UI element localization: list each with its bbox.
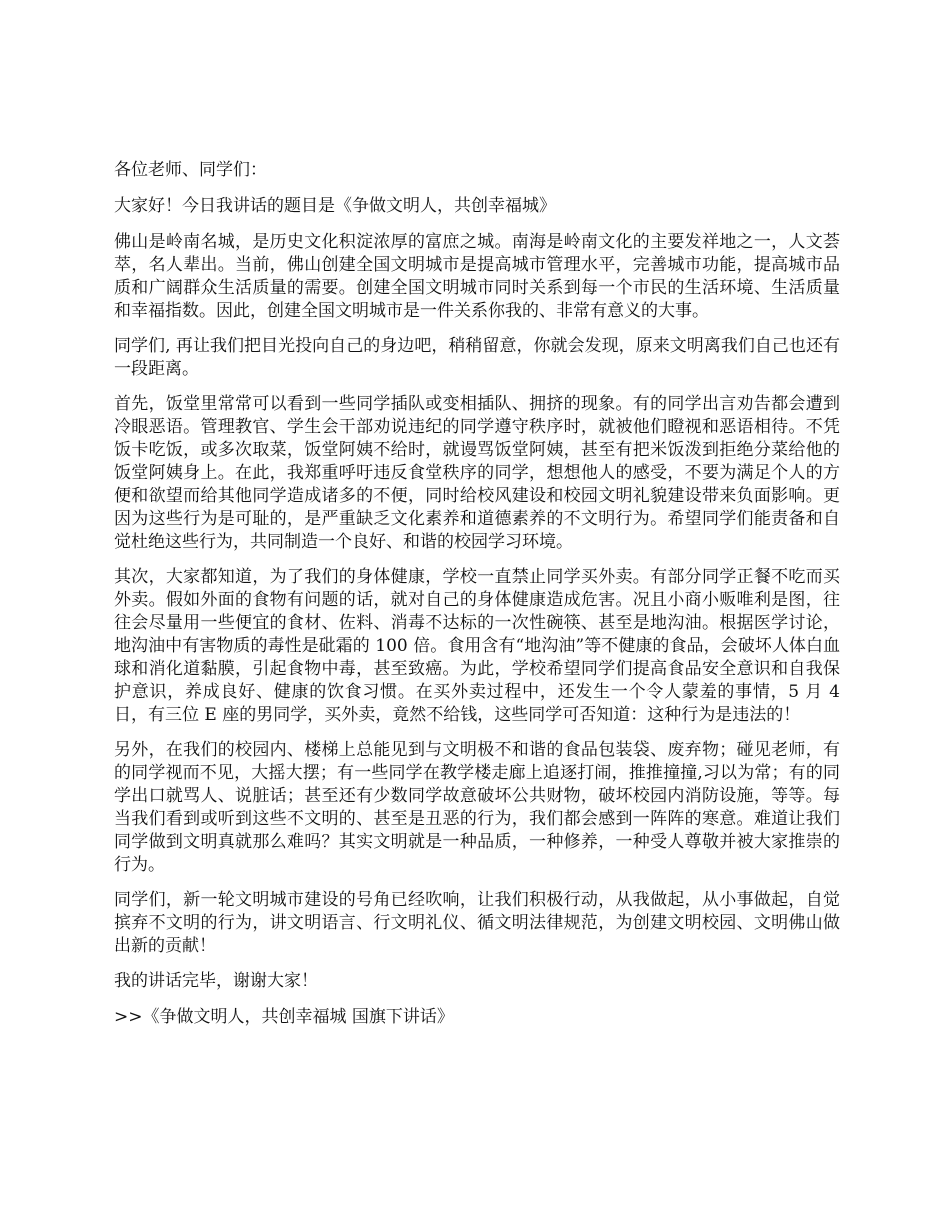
paragraph-look-around: 同学们, 再让我们把目光投向自己的身边吧，稍稍留意，你就会发现，原来文明离我们自己也还有一段距离。 — [114, 336, 840, 379]
related-link[interactable]: >>《争做文明人，共创幸福城 国旗下讲话》 — [114, 1007, 454, 1027]
document-page — [114, 159, 840, 1042]
paragraph-greeting: 大家好！今日我讲话的题目是《争做文明人，共创幸福城》 — [114, 196, 556, 216]
paragraph-takeout: 其次，大家都知道，为了我们的身体健康，学校一直禁止同学买外卖。有部分同学正餐不吃而买外卖。假如外面的食物有问题的话，就对自己的身体健康造成危害。况且小商小贩唯利是图，往往会尽量用一些便宜的食材、佐料、消毒不达标的一次性碗筷、甚至是地沟油。根据医学讨论，地沟油中有害物质的毒性是砒霜的 100 倍。食用含有“地沟油”等不健康的食品，会破坏人体白血球和消化道黏膜，引起食物中毒，甚至致癌。为此，学校希望同学们提高食品安全意识和自我保护意识，养成良好、健康的饮食习惯。在买外卖过程中，还发生一个令人蒙羞的事情，5 月 4 日，有三位 E 座的男同学，买外卖，竟然不给钱，这些同学可否知道：这种行为是违法的！ — [114, 567, 840, 725]
paragraph-canteen: 首先，饭堂里常常可以看到一些同学插队或变相插队、拥挤的现象。有的同学出言劝告都会遭到冷眼恶语。管理教官、学生会干部劝说违纪的同学遵守秩序时，就被他们瞪视和恶语相待。不凭饭卡吃饭，或多次取菜，饭堂阿姨不给时，就谩骂饭堂阿姨，甚至有把米饭泼到拒绝分菜给他的饭堂阿姨身上。在此，我郑重呼吁违反食堂秩序的同学，想想他人的感受，不要为满足个人的方便和欲望而给其他同学造成诸多的不便，同时给校风建设和校园文明礼貌建设带来负面影响。更因为这些行为是可耻的，是严重缺乏文化素养和道德素养的不文明行为。希望同学们能责备和自觉杜绝这些行为，共同制造一个良好、和谐的校园学习环境。 — [114, 394, 840, 552]
paragraph-closing: 我的讲话完毕，谢谢大家！ — [114, 971, 318, 991]
paragraph-call-to-action: 同学们，新一轮文明城市建设的号角已经吹响，让我们积极行动，从我做起，从小事做起，自觉摈弃不文明的行为，讲文明语言、行文明礼仪、循文明法律规范，为创建文明校园、文明佛山做出新的贡献！ — [114, 890, 840, 956]
paragraph-foshan-intro: 佛山是岭南名城，是历史文化积淀浓厚的富庶之城。南海是岭南文化的主要发祥地之一，人文荟萃，名人辈出。当前，佛山创建全国文明城市是提高城市管理水平，完善城市功能，提高城市品质和广阔群众生活质量的需要。创建全国文明城市同时关系到每一个市民的生活环境、生活质量和幸福指数。因此，创建全国文明城市是一件关系你我的、非常有意义的大事。 — [114, 232, 840, 321]
salutation: 各位老师、同学们： — [114, 160, 267, 180]
paragraph-campus-behavior: 另外，在我们的校园内、楼梯上总能见到与文明极不和谐的食品包装袋、废弃物；碰见老师，有的同学视而不见，大摇大摆；有一些同学在教学楼走廊上追逐打闹，推推撞撞,习以为常；有的同学出口就骂人、说脏话；甚至还有少数同学故意破坏公共财物，破坏校园内消防设施，等等。每当我们看到或听到这些不文明的、甚至是丑恶的行为，我们都会感到一阵阵的寒意。难道让我们同学做到文明真就那么难吗？其实文明就是一种品质，一种修养，一种受人尊敬并被大家推崇的行为。 — [114, 740, 840, 875]
